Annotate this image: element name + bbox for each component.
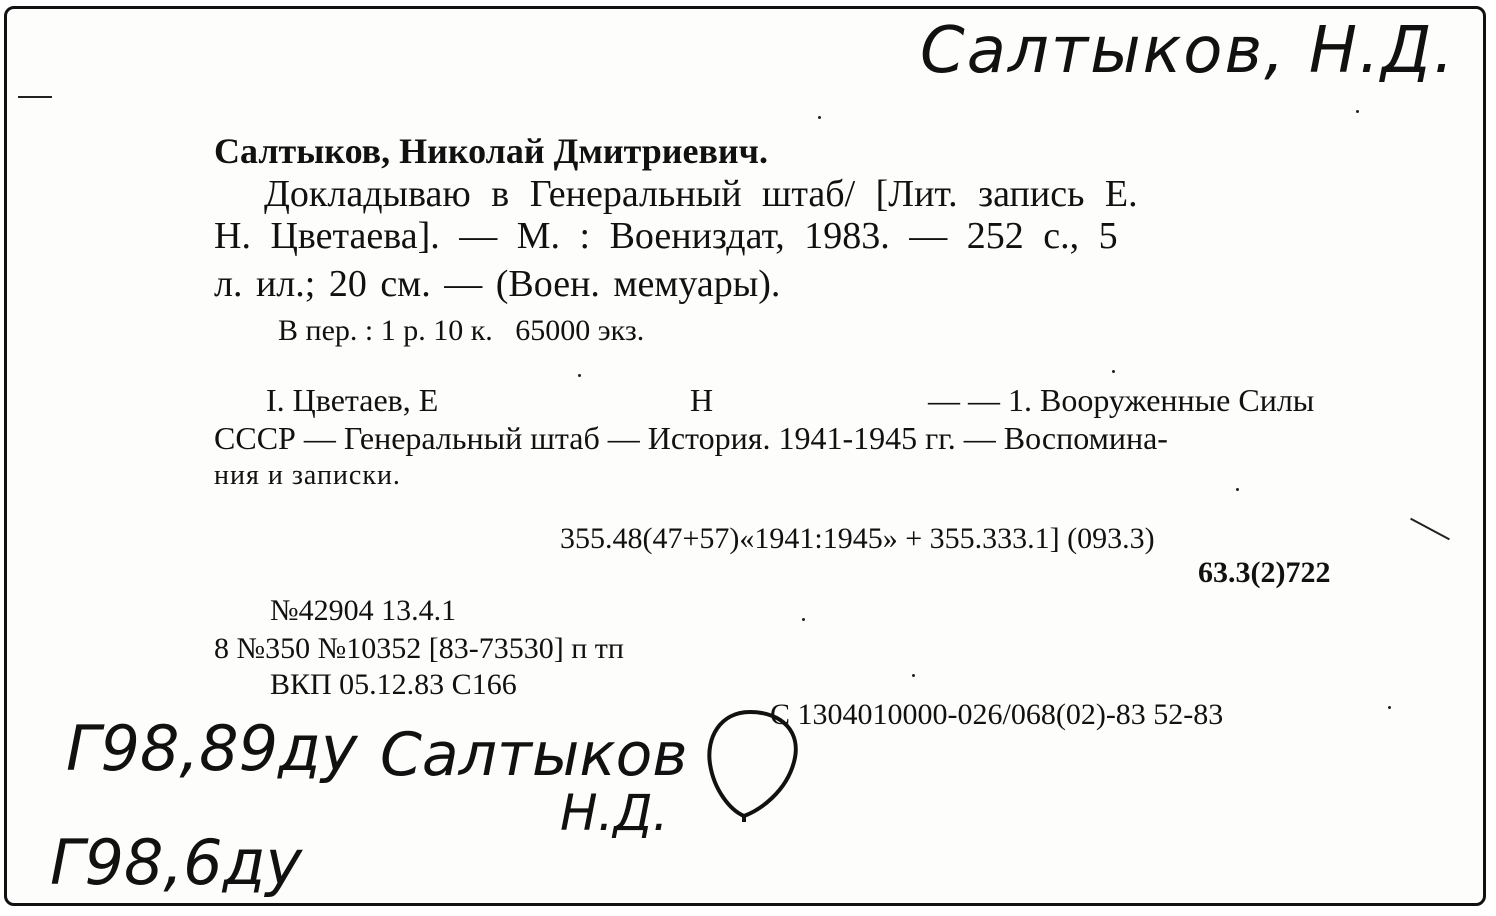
tracing-line-1c: — — 1. Вооруженные Силы xyxy=(928,382,1315,418)
tracing-line-1b: Н xyxy=(690,382,714,418)
catalog-number: С 1304010000-026/068(02)-83 52-83 xyxy=(770,698,1224,731)
speck xyxy=(1112,370,1115,373)
title-line-1: Докладываю в Генеральный штаб/ [Лит. запись Е. xyxy=(264,173,1138,215)
speck xyxy=(578,374,581,377)
order-line-2: 8 №350 №10352 [83-73530] п тп xyxy=(214,632,624,665)
handwritten-name: Салтыков xyxy=(380,720,688,790)
margin-mark xyxy=(18,96,52,98)
author-heading: Салтыков, Николай Дмитриевич. xyxy=(214,131,768,171)
order-line-3: ВКП 05.12.83 С166 xyxy=(270,668,517,701)
udc-code: 355.48(47+57)«1941:1945» + 355.333.1] (093.3) xyxy=(560,522,1155,555)
price-line: В пер. : 1 р. 10 к. 65000 экз. xyxy=(278,314,645,347)
hand-drawn-circle-icon xyxy=(700,706,810,826)
speck xyxy=(912,674,915,677)
speck xyxy=(1236,488,1239,491)
handwritten-initials: Н.Д. xyxy=(560,784,669,842)
title-line-2: Н. Цветаева]. — М. : Воениздат, 1983. — 252 с., 5 xyxy=(214,215,1118,257)
tracing-line-2: СССР — Генеральный штаб — История. 1941-1945 гг. — Воспомина- xyxy=(214,420,1168,456)
handwritten-name-top: Салтыков, Н.Д. xyxy=(920,14,1456,88)
title-line-3: л. ил.; 20 см. — (Воен. мемуары). xyxy=(214,263,781,305)
speck xyxy=(1356,110,1359,113)
order-line-1: №42904 13.4.1 xyxy=(270,594,457,627)
handwritten-shelf-mark-1: Г98,89ду xyxy=(66,712,358,785)
handwritten-shelf-mark-2: Г98,6ду xyxy=(50,826,303,899)
speck xyxy=(818,116,821,119)
tracing-line-1a: I. Цветаев, Е xyxy=(266,382,439,418)
bbk-code: 63.3(2)722 xyxy=(1198,556,1331,589)
tracing-line-3: ния и записки. xyxy=(214,460,401,491)
speck xyxy=(1388,706,1391,709)
speck xyxy=(802,618,805,621)
